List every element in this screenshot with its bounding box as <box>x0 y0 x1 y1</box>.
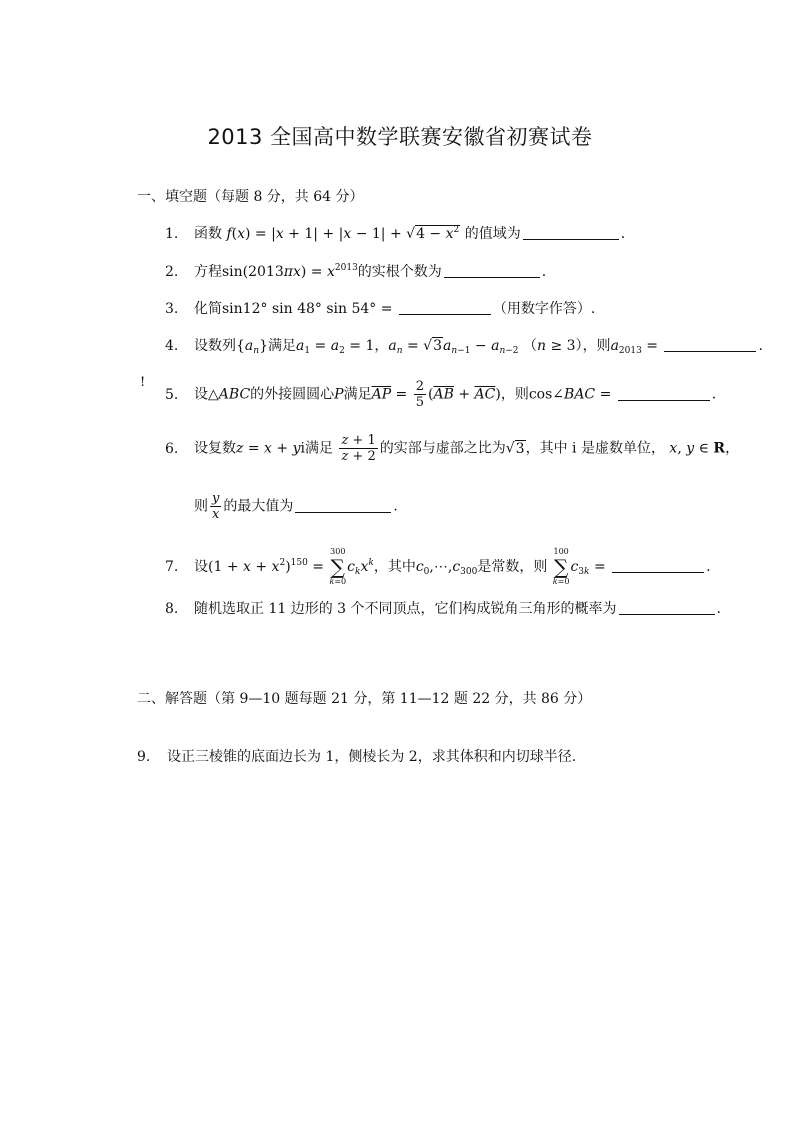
question-6-continued: 则 $\frac{y}{x}$ 的最大值为 . <box>194 491 398 522</box>
question-9: 9. 设正三棱锥的底面边长为 1，侧棱长为 2，求其体积和内切球半径. <box>137 749 577 765</box>
answer-blank <box>619 600 715 615</box>
question-8: 8. 随机选取正 11 边形的 3 个不同顶点，它们构成锐角三角形的概率为 . <box>165 601 721 617</box>
answer-blank <box>523 225 619 240</box>
question-number: 1. <box>165 226 179 242</box>
fraction: $\frac{z + 1}{z + 2}$ <box>341 433 376 464</box>
question-1: 1. 函数 $f(x) = |x + 1| + |x - 1| + √4 - x^2$ 的值域为 . <box>165 225 626 242</box>
fraction: $\frac{2}{5}$ <box>415 379 425 410</box>
answer-blank <box>399 300 491 315</box>
question-3: 3. 化简sin12° sin 48° sin 54° = （用数字作答）. <box>165 301 596 317</box>
section-solution-heading: 二、解答题（第 9—10 题每题 21 分，第 11—12 题 22 分，共 86 分） <box>137 691 592 707</box>
answer-blank <box>295 498 391 513</box>
question-5: 5. 设△ABC的外接圆圆心P满足$\overline{AP}$ = $\frac{2}{5}$ $(\overline{AB} + \overline{AC})$，则cos∠BAC = . <box>165 379 717 410</box>
fraction: $\frac{y}{x}$ <box>212 491 220 522</box>
question-6: 6. 设复数z = x + yi满足 $\frac{z + 1}{z + 2}$ 的实部与虚部之比为√3，其中 i 是虚数单位， x, y ∈ R， <box>165 433 740 464</box>
page-title: 2013 全国高中数学联赛安徽省初赛试卷 <box>207 125 593 149</box>
summation: 300 ∑ k=0 <box>329 547 347 586</box>
margin-mark: ! <box>140 375 146 390</box>
answer-blank <box>664 337 756 352</box>
summation: 100 ∑ k=0 <box>552 547 570 586</box>
question-2: 2. 方程$\sin(2013\pi x) = x^{2013}$的实根个数为 . <box>165 263 547 280</box>
question-4: 4. 设数列$\{a_n\}$满足$a_1 = a_2 = 1$，$a_n = √3a_{n-1} - a_{n-2}$ （n ≥ 3），则$a_{2013}$ = . <box>165 338 763 356</box>
answer-blank <box>612 558 704 573</box>
answer-blank <box>444 263 540 278</box>
section-fill-in-heading: 一、填空题（每题 8 分，共 64 分） <box>137 189 364 205</box>
question-7: 7. 设$(1 + x + x^2)^{150}$ = 300 ∑ k=0 $c_kx^k$，其中$c_0,\cdots,c_{300}$是常数，则 100 ∑ k=0 $c_{3k}$ = . <box>165 547 711 586</box>
answer-blank <box>618 386 710 401</box>
